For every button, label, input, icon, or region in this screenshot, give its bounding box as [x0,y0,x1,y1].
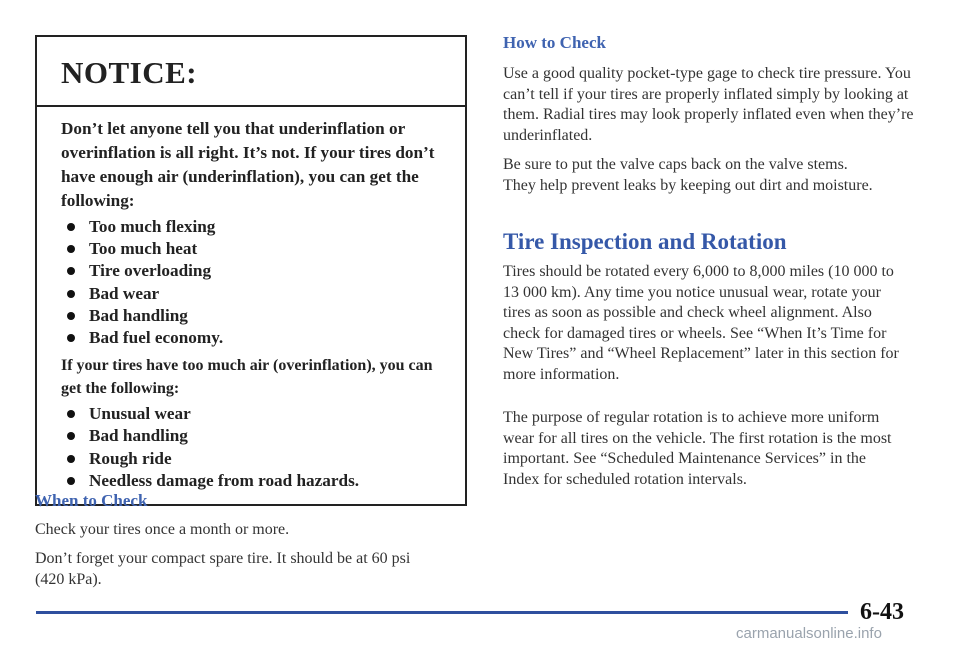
list-item: Tire overloading [61,260,453,282]
tire-inspection-heading: Tire Inspection and Rotation [503,229,787,254]
list-item: Too much heat [61,238,453,260]
list-item: Too much flexing [61,216,453,238]
list-item: Bad fuel economy. [61,327,453,349]
list-item: Needless damage from road hazards. [61,470,453,492]
list-item: Bad wear [61,283,453,305]
list-item: Bad handling [61,425,453,447]
rotation-p2: The purpose of regular rotation is to achieve more uniform wear for all tires on the vehicle. The first rotation is the most important. See “Scheduled Maintenance Services” in the Index for scheduled rotation intervals. [503,409,892,488]
when-to-check-p1: Check your tires once a month or more. [35,521,290,538]
watermark: carmanualsonline.info [736,625,882,642]
footer-rule [36,611,848,614]
when-to-check-p2: Don’t forget your compact spare tire. It should be at 60 psi (420 kPa). [35,550,411,588]
how-to-check-p2: Be sure to put the valve caps back on the valve stems. They help prevent leaks by keeping out dirt and moisture. [503,156,873,194]
rotation-p1: Tires should be rotated every 6,000 to 8,000 miles (10 000 to 13 000 km). Any time you notice unusual wear, rotate your tires as soon as possible and check wheel alignment. Also check for damaged tires or wheels. See “When It’s Time for New Tires” and “Wheel Replacement” later in this section for more information. [503,263,899,383]
notice-intro: Don’t let anyone tell you that underinflation or overinflation is all right. It’s not. If your tires don’t have enough air (underinflation), you can get the following: [61,119,435,210]
page-number: 6-43 [860,599,904,625]
left-column [35,35,470,506]
underinflation-list [61,216,453,349]
overinflation-list [61,403,453,492]
overinflation-intro: If your tires have too much air (overinflation), you can get the following: [61,357,433,398]
notice-box [35,35,467,506]
how-to-check-heading: How to Check [503,33,606,52]
list-item: Unusual wear [61,403,453,425]
when-to-check-heading: When to Check [35,491,148,510]
notice-title: NOTICE: [37,37,465,107]
notice-body [37,107,465,504]
list-item: Bad handling [61,305,453,327]
how-to-check-p1: Use a good quality pocket-type gage to check tire pressure. You can’t tell if your tires are properly inflated simply by looking at them. Radial tires may look properly inflated even when they’re underinflated. [503,65,914,144]
list-item: Rough ride [61,448,453,470]
